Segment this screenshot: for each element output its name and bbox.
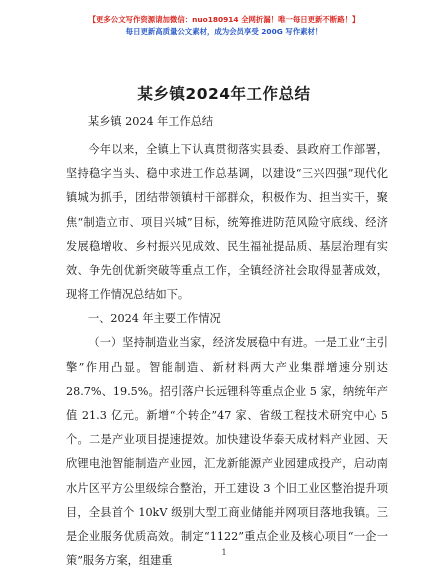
page-number: 1 [221, 548, 227, 557]
promo-banner-line-1: 【更多公文写作资源请加微信：nuo180914 全网折漏！唯一每日更新不断路！】 [88, 15, 360, 24]
document-subtitle: 某乡镇 2024 年工作总结 [88, 115, 214, 128]
promo-banner-line-2: 每日更新高质量公文素材，成为会员享受 200G 写作素材！ [125, 27, 323, 36]
document-body [66, 110, 388, 573]
section-paragraph: （一）坚持制造业当家，经济发展稳中有进。一是工业“主引擎”作用凸显。智能制造、新材料两大产业集群增速分别达 28.7%、19.5%。招引落户长远锂科等重点企业 5 家，纳统年产值 21.3 亿元。新增“个转企”47 家、省级工程技术研究中心 5 个。二是产业项目提速提效。加快建设华泰天成材料产业园、天欣锂电池智能制造产业园，汇龙新能源产业园建成投产，启动南水片区平方公里级综合整治，开工建设 3 个旧工业区整治提升项目，全县首个 10kV 级别大型工商业储能并网项目落地我镇。三是企业服务优质高效。制定“1122”重点企业及核心项目“一企一策”服务方案，组建重 [66, 336, 388, 568]
document-title: 某乡镇2024年工作总结 [137, 85, 311, 103]
promo-banner [0, 14, 448, 38]
section-heading: 一、2024 年主要工作情况 [88, 312, 221, 326]
intro-paragraph: 今年以来，全镇上下认真贯彻落实县委、县政府工作部署，坚持稳字当头、稳中求进工作总基调，以建设“三兴四强”现代化镇城为抓手，团结带领镇村干部群众，积极作为、担当实干，聚焦“制造立市、项目兴城”目标，统筹推进防范风险守底线、经济发展稳增收、乡村振兴见成效、民生福祉提品质、基层治理有实效、争先创优新突破等重点工作，全镇经济社会取得显著成效，现将工作情况总结如下。 [66, 143, 388, 302]
